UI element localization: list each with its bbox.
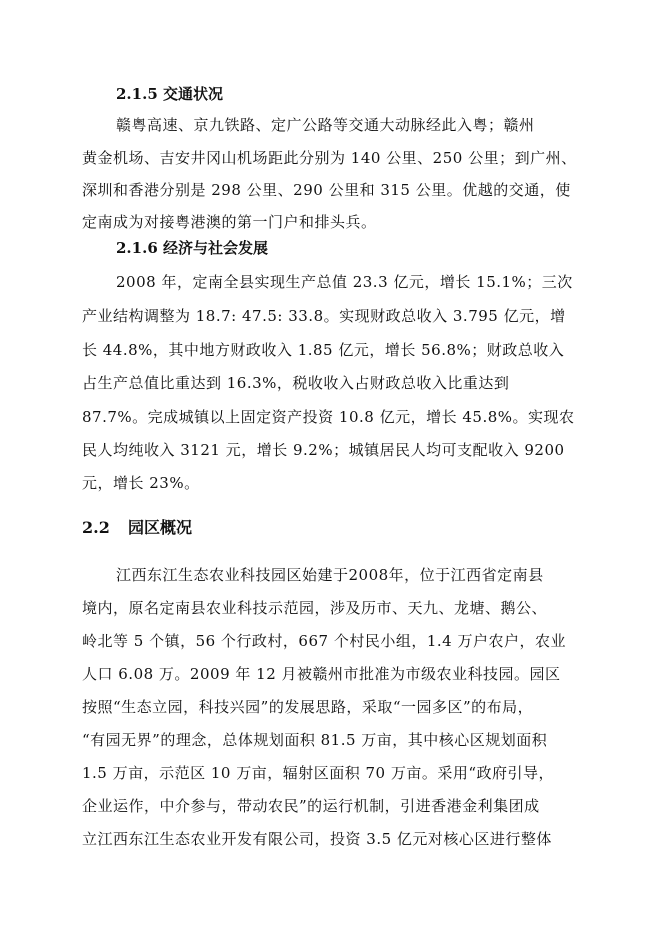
paragraph-line: 长 44.8%，其中地方财政收入 1.85 亿元，增长 56.8%；财政总收入 [82, 341, 565, 359]
paragraph-line: 人口 6.08 万。2009 年 12 月被赣州市批准为市级农业科技园。园区 [82, 665, 561, 683]
paragraph-line: 深圳和香港分别是 298 公里、290 公里和 315 公里。优越的交通，使 [82, 181, 571, 199]
paragraph-line: 2008 年，定南全县实现生产总值 23.3 亿元，增长 15.1%；三次 [116, 273, 573, 291]
paragraph-line: 产业结构调整为 18.7: 47.5: 33.8。实现财政总收入 3.795 亿元，增 [82, 307, 566, 325]
section-title: 园区概况 [128, 518, 193, 537]
paragraph-line: 元，增长 23%。 [82, 474, 200, 492]
paragraph-line: 按照“生态立园，科技兴园”的发展思路，采取“一园多区”的布局， [82, 698, 534, 716]
section-number: 2.2 [82, 518, 110, 537]
section-heading-park-overview [82, 517, 192, 539]
paragraph-line: 1.5 万亩，示范区 10 万亩，辐射区面积 70 万亩。采用“政府引导， [82, 764, 555, 782]
subsection-heading-transport: 2.1.5 交通状况 [116, 85, 223, 103]
paragraph-line: 江西东江生态农业科技园区始建于2008年，位于江西省定南县 [116, 566, 544, 584]
paragraph-line: 立江西东江生态农业开发有限公司，投资 3.5 亿元对核心区进行整体 [82, 830, 552, 848]
paragraph-line: 境内，原名定南县农业科技示范园，涉及历市、天九、龙塘、鹅公、 [82, 599, 548, 617]
subsection-heading-economy: 2.1.6 经济与社会发展 [116, 239, 268, 257]
paragraph-line: “有园无界”的理念，总体规划面积 81.5 万亩，其中核心区规划面积 [82, 731, 548, 749]
paragraph-line: 87.7%。完成城镇以上固定资产投资 10.8 亿元，增长 45.8%。实现农 [82, 408, 575, 426]
paragraph-line: 定南成为对接粤港澳的第一门户和排头兵。 [82, 213, 377, 231]
paragraph-line: 民人均纯收入 3121 元，增长 9.2%；城镇居民人均可支配收入 9200 [82, 441, 565, 459]
paragraph-line: 岭北等 5 个镇，56 个行政村，667 个村民小组，1.4 万户农户，农业 [82, 632, 566, 650]
paragraph-line: 赣粤高速、京九铁路、定广公路等交通大动脉经此入粤；赣州 [116, 116, 535, 134]
paragraph-line: 黄金机场、吉安井冈山机场距此分别为 140 公里、250 公里；到广州、 [82, 149, 577, 167]
paragraph-line: 占生产总值比重达到 16.3%，税收收入占财政总收入比重达到 [82, 374, 510, 392]
paragraph-line: 企业运作，中介参与，带动农民”的运行机制，引进香港金利集团成 [82, 797, 540, 815]
